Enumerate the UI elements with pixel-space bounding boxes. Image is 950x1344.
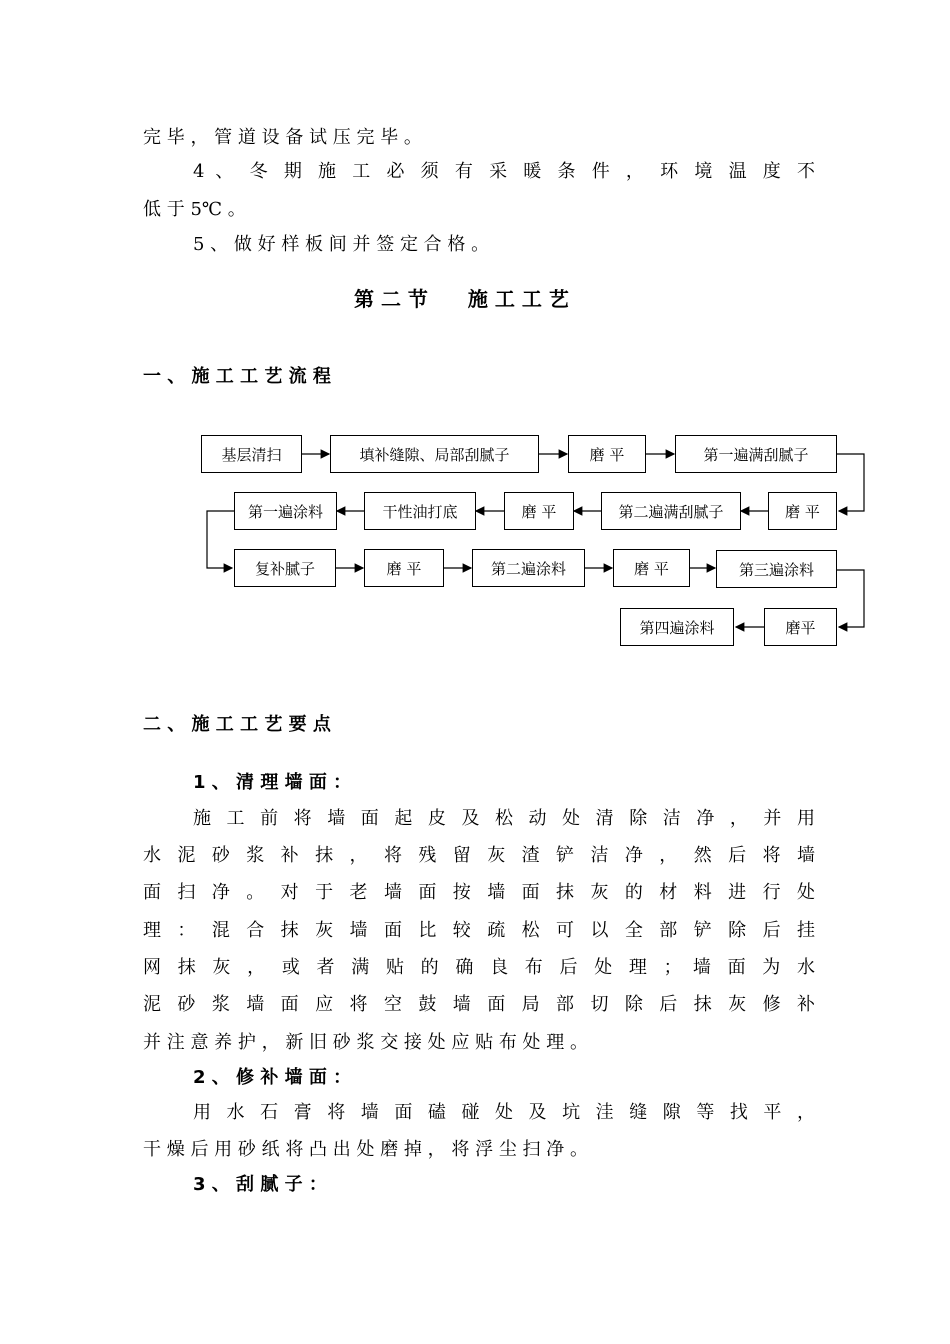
flow-step-fill-gaps: 填补缝隙、局部刮腻子	[330, 435, 539, 473]
point-title: 2 、 修 补 墙 面 ：	[193, 1067, 352, 1088]
paragraph-line: 施 工 前 将 墙 面 起 皮 及 松 动 处 清 除 洁 净 ， 并 用	[193, 808, 815, 829]
heading-process-flow: 一 、 施 工 工 艺 流 程	[143, 366, 331, 387]
flow-step-sanding: 磨 平	[568, 435, 646, 473]
paragraph-line: 面 扫 净 。 对 于 老 墙 面 按 墙 面 抹 灰 的 材 料 进 行 处	[143, 882, 815, 903]
section-title: 第 二 节 施 工 工 艺	[354, 287, 569, 311]
flow-step-sanding: 磨平	[764, 608, 837, 646]
flow-step-second-putty: 第二遍满刮腻子	[601, 492, 741, 530]
paragraph-line: 泥 砂 浆 墙 面 应 将 空 鼓 墙 面 局 部 切 除 后 抹 灰 修 补	[143, 994, 815, 1015]
flow-arrow	[837, 570, 864, 627]
text-line: 4 、 冬 期 施 工 必 须 有 采 暖 条 件 ， 环 境 温 度 不	[193, 161, 815, 182]
flow-step-sanding: 磨 平	[504, 492, 574, 530]
paragraph-line: 网 抹 灰 ， 或 者 满 贴 的 确 良 布 后 处 理 ； 墙 面 为 水	[143, 957, 815, 978]
flow-step-oil-primer: 干性油打底	[364, 492, 476, 530]
flow-step-first-coat: 第一遍涂料	[234, 492, 337, 530]
text-line: 完 毕 ， 管 道 设 备 试 压 完 毕 。	[143, 127, 422, 148]
text-line: 5 、 做 好 样 板 间 并 签 定 合 格 。	[193, 234, 490, 255]
point-title: 1 、 清 理 墙 面 ：	[193, 772, 352, 793]
paragraph-line: 并 注 意 养 护 ， 新 旧 砂 浆 交 接 处 应 贴 布 处 理 。	[143, 1032, 588, 1053]
flow-step-third-coat: 第三遍涂料	[716, 550, 837, 588]
point-title: 3 、 刮 腻 子 ：	[193, 1174, 327, 1195]
flow-step-base-cleaning: 基层清扫	[201, 435, 302, 473]
flow-arrow	[207, 511, 234, 568]
heading-key-points: 二 、 施 工 工 艺 要 点	[143, 714, 331, 735]
flow-arrow	[837, 454, 864, 511]
flow-step-first-putty: 第一遍满刮腻子	[675, 435, 837, 473]
flow-step-sanding: 磨 平	[768, 492, 837, 530]
paragraph-line: 理 ： 混 合 抹 灰 墙 面 比 较 疏 松 可 以 全 部 铲 除 后 挂	[143, 920, 815, 941]
paragraph-line: 干 燥 后 用 砂 纸 将 凸 出 处 磨 掉 ， 将 浮 尘 扫 净 。	[143, 1139, 588, 1160]
flow-step-sanding: 磨 平	[364, 549, 444, 587]
flow-step-fourth-coat: 第四遍涂料	[620, 608, 734, 646]
paragraph-line: 水 泥 砂 浆 补 抹 ， 将 残 留 灰 渣 铲 洁 净 ， 然 后 将 墙	[143, 845, 815, 866]
paragraph-line: 用 水 石 膏 将 墙 面 磕 碰 处 及 坑 洼 缝 隙 等 找 平 ，	[193, 1102, 815, 1123]
text-line: 低 于 5℃ 。	[143, 199, 246, 220]
flow-step-repair-putty: 复补腻子	[234, 549, 336, 587]
flow-step-second-coat: 第二遍涂料	[472, 549, 585, 587]
flow-step-sanding: 磨 平	[613, 549, 690, 587]
